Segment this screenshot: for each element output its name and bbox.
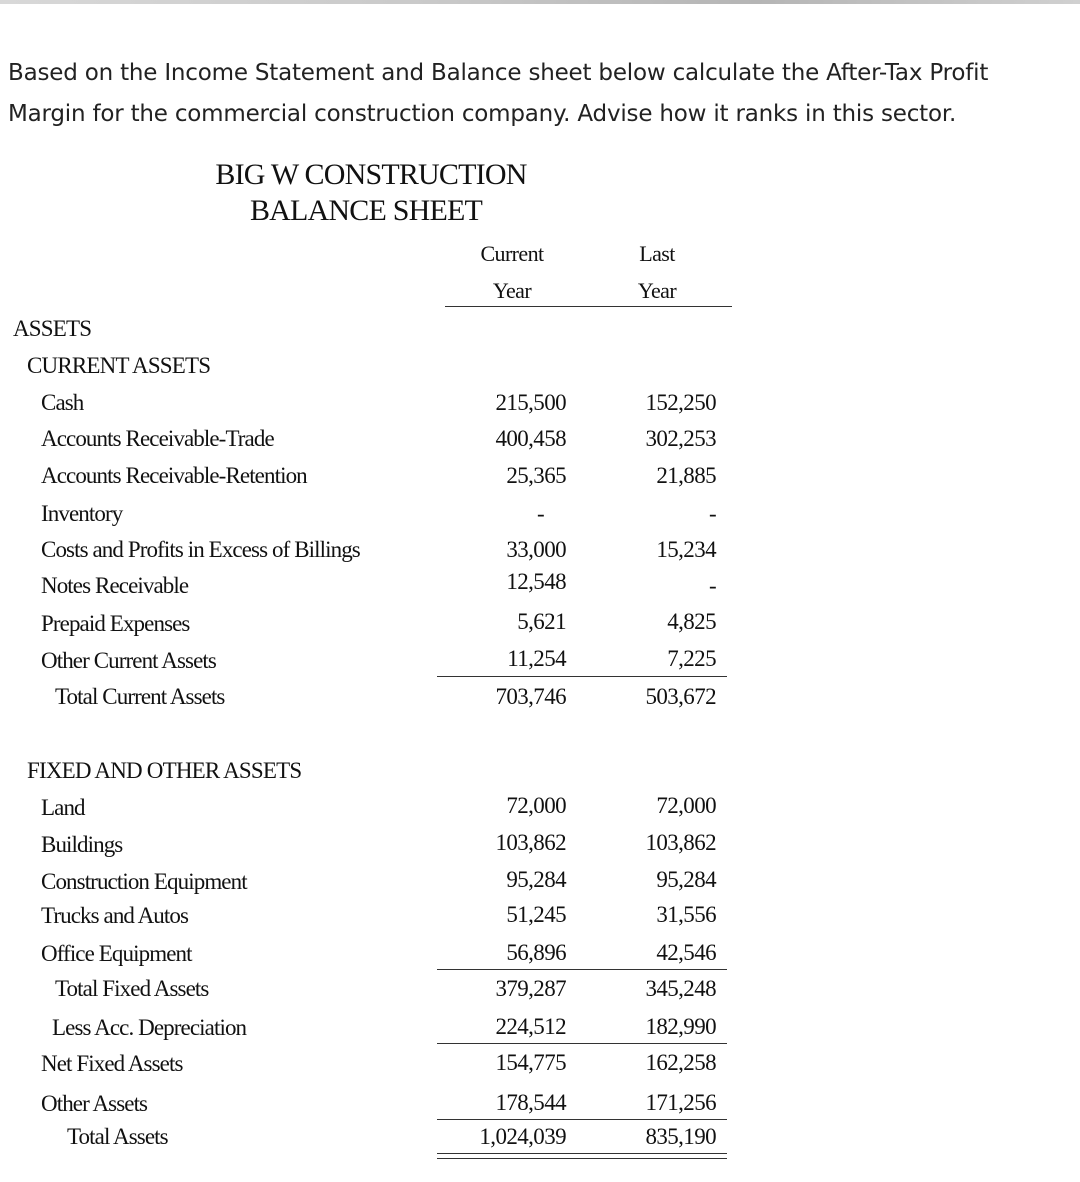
- row-current-acc-depreciation: 224,512: [495, 1014, 566, 1039]
- row-last-total-fixed: 345,248: [645, 976, 716, 1001]
- row-label-land: Land: [41, 795, 85, 820]
- row-current-other-current: 11,254: [507, 646, 566, 671]
- section-current-assets: CURRENT ASSETS: [27, 353, 211, 378]
- row-label-trucks-autos: Trucks and Autos: [41, 903, 189, 928]
- row-current-total-assets: 1,024,039: [479, 1124, 566, 1149]
- row-label-other-assets: Other Assets: [41, 1091, 148, 1116]
- row-label-buildings: Buildings: [41, 832, 123, 857]
- section-fixed-assets: FIXED AND OTHER ASSETS: [27, 758, 302, 783]
- row-last-buildings: 103,862: [645, 830, 716, 855]
- row-current-prepaid: 5,621: [517, 609, 566, 634]
- row-last-total-current: 503,672: [645, 684, 716, 709]
- row-last-notes-receivable: -: [708, 573, 716, 598]
- row-last-other-current: 7,225: [667, 646, 716, 671]
- row-label-office-equipment: Office Equipment: [41, 941, 192, 966]
- row-label-net-fixed: Net Fixed Assets: [41, 1051, 183, 1076]
- total-double-rule-bottom: [437, 1158, 727, 1159]
- row-label-total-assets: Total Assets: [67, 1124, 168, 1149]
- subtotal-rule-current: [437, 676, 727, 677]
- current-year-header-line1: Current: [480, 241, 544, 266]
- row-last-total-assets: 835,190: [645, 1124, 716, 1149]
- row-label-cash: Cash: [41, 390, 84, 415]
- row-last-other-assets: 171,256: [645, 1090, 716, 1115]
- row-label-construction-equipment: Construction Equipment: [41, 869, 247, 894]
- row-label-other-current: Other Current Assets: [41, 648, 216, 673]
- row-label-total-current: Total Current Assets: [55, 684, 225, 709]
- row-last-construction-equipment: 95,284: [656, 867, 716, 892]
- total-double-rule-top: [437, 1153, 727, 1154]
- row-last-inventory: -: [708, 501, 716, 526]
- row-label-prepaid: Prepaid Expenses: [41, 611, 190, 636]
- section-assets: ASSETS: [13, 316, 92, 341]
- row-current-trucks-autos: 51,245: [506, 902, 566, 927]
- question-line-1: Based on the Income Statement and Balance sheet below calculate the After-Tax Profit: [8, 60, 989, 86]
- row-current-inventory: -: [536, 501, 544, 526]
- row-current-ar-retention: 25,365: [506, 463, 566, 488]
- row-last-costs-excess-billings: 15,234: [656, 537, 716, 562]
- row-label-ar-retention: Accounts Receivable-Retention: [41, 463, 307, 488]
- row-current-office-equipment: 56,896: [506, 940, 566, 965]
- company-name: BIG W CONSTRUCTION: [215, 158, 527, 191]
- row-current-ar-trade: 400,458: [495, 426, 566, 451]
- row-label-ar-trade: Accounts Receivable-Trade: [41, 426, 274, 451]
- last-year-header-line1: Last: [639, 241, 675, 266]
- question-line-2: Margin for the commercial construction company. Advise how it ranks in this sector.: [8, 101, 957, 127]
- row-current-net-fixed: 154,775: [495, 1050, 566, 1075]
- row-label-total-fixed: Total Fixed Assets: [55, 976, 209, 1001]
- row-label-acc-depreciation: Less Acc. Depreciation: [52, 1015, 247, 1040]
- row-current-total-fixed: 379,287: [495, 976, 566, 1001]
- subtotal-rule-fixed: [437, 969, 727, 970]
- row-last-ar-retention: 21,885: [656, 463, 716, 488]
- row-last-trucks-autos: 31,556: [656, 902, 716, 927]
- row-last-ar-trade: 302,253: [645, 426, 716, 451]
- row-current-total-current: 703,746: [495, 684, 566, 709]
- row-current-land: 72,000: [506, 793, 566, 818]
- row-last-prepaid: 4,825: [667, 609, 716, 634]
- subtotal-rule-depreciation: [437, 1043, 727, 1044]
- row-current-costs-excess-billings: 33,000: [506, 537, 566, 562]
- row-last-cash: 152,250: [645, 390, 716, 415]
- row-last-office-equipment: 42,546: [656, 940, 716, 965]
- header-underline: [445, 306, 732, 307]
- row-label-costs-excess-billings: Costs and Profits in Excess of Billings: [41, 537, 360, 562]
- last-year-header-line2: Year: [637, 278, 677, 303]
- row-last-net-fixed: 162,258: [645, 1050, 716, 1075]
- current-year-header-line2: Year: [492, 278, 532, 303]
- row-label-inventory: Inventory: [41, 501, 123, 526]
- row-last-land: 72,000: [656, 793, 716, 818]
- row-current-buildings: 103,862: [495, 830, 566, 855]
- row-last-acc-depreciation: 182,990: [645, 1014, 716, 1039]
- row-current-other-assets: 178,544: [495, 1090, 566, 1115]
- row-current-construction-equipment: 95,284: [506, 867, 566, 892]
- row-label-notes-receivable: Notes Receivable: [41, 573, 189, 598]
- row-current-notes-receivable: 12,548: [506, 569, 566, 594]
- subtotal-rule-other: [437, 1119, 727, 1120]
- row-current-cash: 215,500: [495, 390, 566, 415]
- sheet-title: BALANCE SHEET: [249, 194, 483, 227]
